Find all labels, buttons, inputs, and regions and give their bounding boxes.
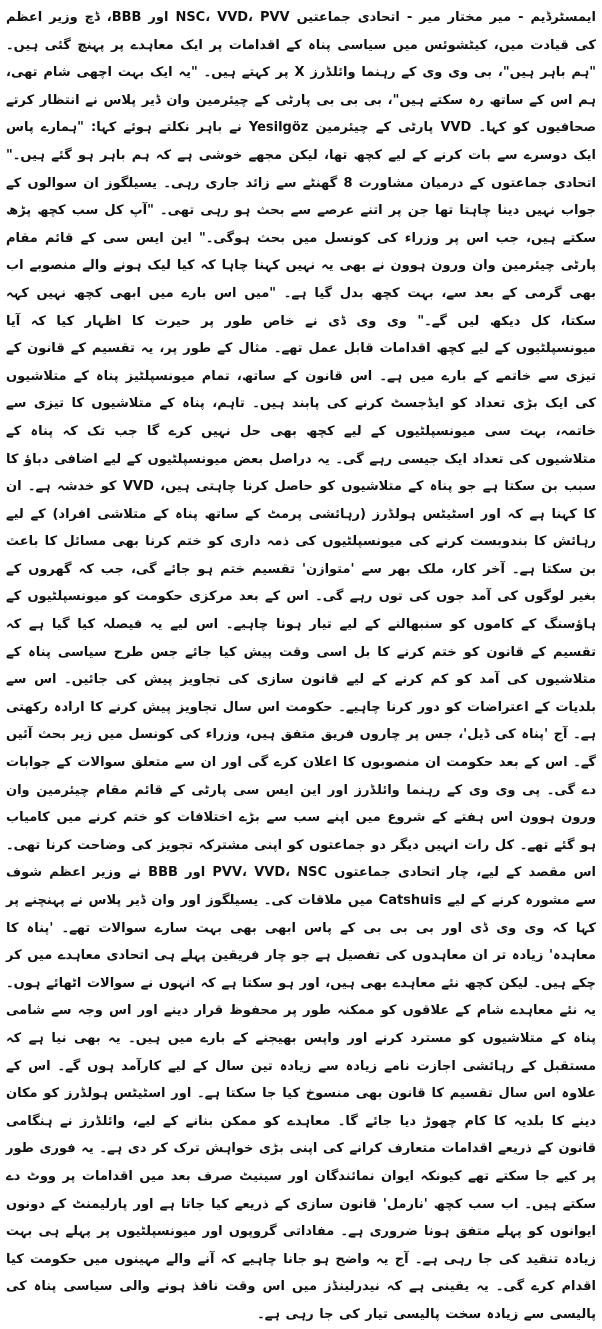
article-body: ایمسٹرڈیم - میر مختار میر - اتحادی جماعتیں NSC، VVD، PVV اور BBB، ڈچ وزیر اعظم کی قیادت میں، کیٹشوئس میں سیاسی پناہ کے اقدامات پر ایک معاہدے پر پہنچ گئی ہیں۔ "ہم باہر ہیں"، بی وی وی کے رہنما وائلڈرز X پر کہتے ہیں۔ "یہ ایک بہت اچھی شام تھی، ہم اس کے ساتھ رہ سکتے ہیں"، بی بی بی پارٹی کے چیئرمین وان ڈیر پلاس نے انتظار کرتے صحافیوں کو کہا۔ VVD پارٹی کے چیئرمین Yesilgöz نے باہر نکلتے ہوئے کہا: "ہمارے پاس ایک دوسرے سے بات کرنے کے لیے کچھ تھا، لیکن مجھے خوشی ہے کہ ہم باہر ہو گئے ہیں۔" اتحادی جماعتوں کے درمیان مشاورت 8 گھنٹے سے زائد جاری رہی۔ یسیلگوز ان سوالوں کے جواب نہیں دینا چاہتا تھا جن پر اتنے عرصے سے بحث ہو رہی تھی۔ "آپ کل سب کچھ پڑھ سکتے ہیں، جب اس پر وزراء کی کونسل میں بحث ہوگی۔" این ایس سی کے قائم مقام پارٹی چیئرمین وان ورون ہوون نے بھی یہ نہیں کہنا چاہا کہ کیا لیک ہونے والے منصوبے اب بھی گرمی کے بعد سے، بہت کچھ بدل گیا ہے۔ "میں اس بارے میں ابھی کچھ نہیں کہہ سکتا، کل دیکھ لیں گے۔" وی وی ڈی نے خاص طور پر حیرت کا اظہار کیا کہ آیا میونسپلٹیوں کے لیے کچھ اقدامات قابل عمل تھے۔ مثال کے طور پر، یہ تقسیم کے قانون کے تیزی سے خاتمے کے بارے میں ہے۔ اس قانون کے ساتھ، تمام میونسپلٹیز پناہ کے متلاشیوں کی ایک بڑی تعداد کو ایڈجسٹ کرنے کی پابند ہیں۔ تاہم، پناہ کے متلاشیوں کا تیزی سے خاتمہ، بہت سی میونسپلٹیوں کے لیے کچھ بھی حل نہیں کرے گا جب تک کہ پناہ کے متلاشیوں کی تعداد ایک جیسی رہے گی۔ یہ دراصل بعض میونسپلٹیوں کے لیے اضافی دباؤ کا سبب بن سکتا ہے جو پناہ کے متلاشیوں کو حاصل کرنا چاہتی ہیں، VVD کو خدشہ ہے۔ ان کا کہنا ہے کہ اور اسٹیٹس ہولڈرز (رہائشی پرمٹ کے ساتھ پناہ کے متلاشی افراد) کے لیے رہائش کا بندوبست کرنے کی میونسپلٹیوں کی ذمہ داری کو ختم کرنا بھی مسائل کا باعث بن سکتا ہے۔ آخر کار، ملک بھر سے 'متوازن' تقسیم ختم ہو جائے گی، جب کہ گھروں کے بغیر لوگوں کی آمد جوں کی توں رہے گی۔ اس کے بعد مرکزی حکومت کو میونسپلٹیوں کے ہاؤسنگ کے کاموں کو سنبھالنے کے لیے تیار ہونا چاہیے۔ اس لیے یہ فیصلہ کیا گیا ہے کہ تقسیم کے قانون کو ختم کرنے کا بل اسی وقت پیش کیا جائے جس طرح سیاسی پناہ کے متلاشیوں کی آمد کو کم کرنے کے لیے قانون سازی کی تجاویز پیش کی جائیں۔ اس سے بلدیات کے اعتراضات کو دور کرنا چاہیے۔ حکومت اس سال تجاویز پیش کرنے کا ارادہ رکھتی ہے۔ آج 'پناہ کی ڈیل'، جس پر چاروں فریق متفق ہیں، وزراء کی کونسل میں زیر بحث آئیں گے۔ اس کے بعد حکومت ان منصوبوں کا اعلان کرے گی اور ان سے متعلق سوالات کے جوابات دے گی۔ پی وی وی کے رہنما وائلڈرز اور این ایس سی پارٹی کے قائم مقام چیئرمین وان ورون ہوون اس ہفتے کے شروع میں اپنے سب سے بڑے اختلافات کو ختم کرنے میں کامیاب ہو گئے تھے۔ کل رات انہیں دیگر دو جماعتوں کو اپنی مشترکہ تجویز کی وضاحت کرنا تھی۔ اس مقصد کے لیے، چار اتحادی جماعتوں PVV، VVD، NSC اور BBB نے وزیر اعظم شوف سے مشورہ کرنے کے لیے Catshuis میں ملاقات کی۔ یسیلگوز اور وان ڈیر پلاس نے پہنچنے پر کہا کہ وی وی ڈی اور بی بی بی کے پاس ابھی بھی بہت سارے سوالات تھے۔ 'پناہ کا معاہدہ' زیادہ تر ان معاہدوں کی تفصیل ہے جو چار فریقین پہلے ہی اتحادی معاہدے میں کر چکے ہیں۔ لیکن کچھ نئے معاہدے بھی ہیں، اور ہو سکتا ہے کہ انہوں نے سوالات اٹھائے ہوں۔ یہ نئے معاہدے شام کے علاقوں کو ممکنہ طور پر محفوظ قرار دینے اور اس وجہ سے شامی پناہ کے متلاشیوں کو مسترد کرنے اور واپس بھیجنے کے بارے میں ہیں۔ یہ بھی نیا ہے کہ مستقبل کے رہائشی اجازت نامے زیادہ سے زیادہ تین سال کے لیے کارآمد ہوں گے۔ اس کے علاوہ اس سال تقسیم کا قانون بھی منسوخ کیا جا سکتا ہے۔ اور اسٹیٹس ہولڈرز کو مکان دینے کا بلدیہ کا کام چھوڑ دیا جائے گا۔ معاہدے کو ممکن بنانے کے لیے، وائلڈرز نے ہنگامی قانون کے ذریعے اقدامات متعارف کرانے کی اپنی بڑی خواہش ترک کر دی ہے۔ یہ فوری طور پر کیے جا سکتے تھے کیونکہ ایوان نمائندگان اور سینیٹ صرف بعد میں اقدامات پر ووٹ دے سکتے ہیں۔ اب سب کچھ 'نارمل' قانون سازی کے ذریعے کیا جاتا ہے اور پارلیمنٹ کے دونوں ایوانوں کو پہلے متفق ہونا ضروری ہے۔ مفاداتی گروپوں اور میونسپلٹیوں پر پہلے ہی بہت زیادہ تنقید کی جا رہی ہے۔ آج یہ واضح ہو جانا چاہیے کہ آنے والے مہینوں میں حکومت کیا اقدام کرے گی۔ یہ یقینی ہے کہ نیدرلینڈز میں اس وقت نافذ ہونے والی سیاسی پناہ کی پالیسی سے زیادہ سخت پالیسی تیار کی جا رہی ہے۔: [6, 10, 597, 1322]
